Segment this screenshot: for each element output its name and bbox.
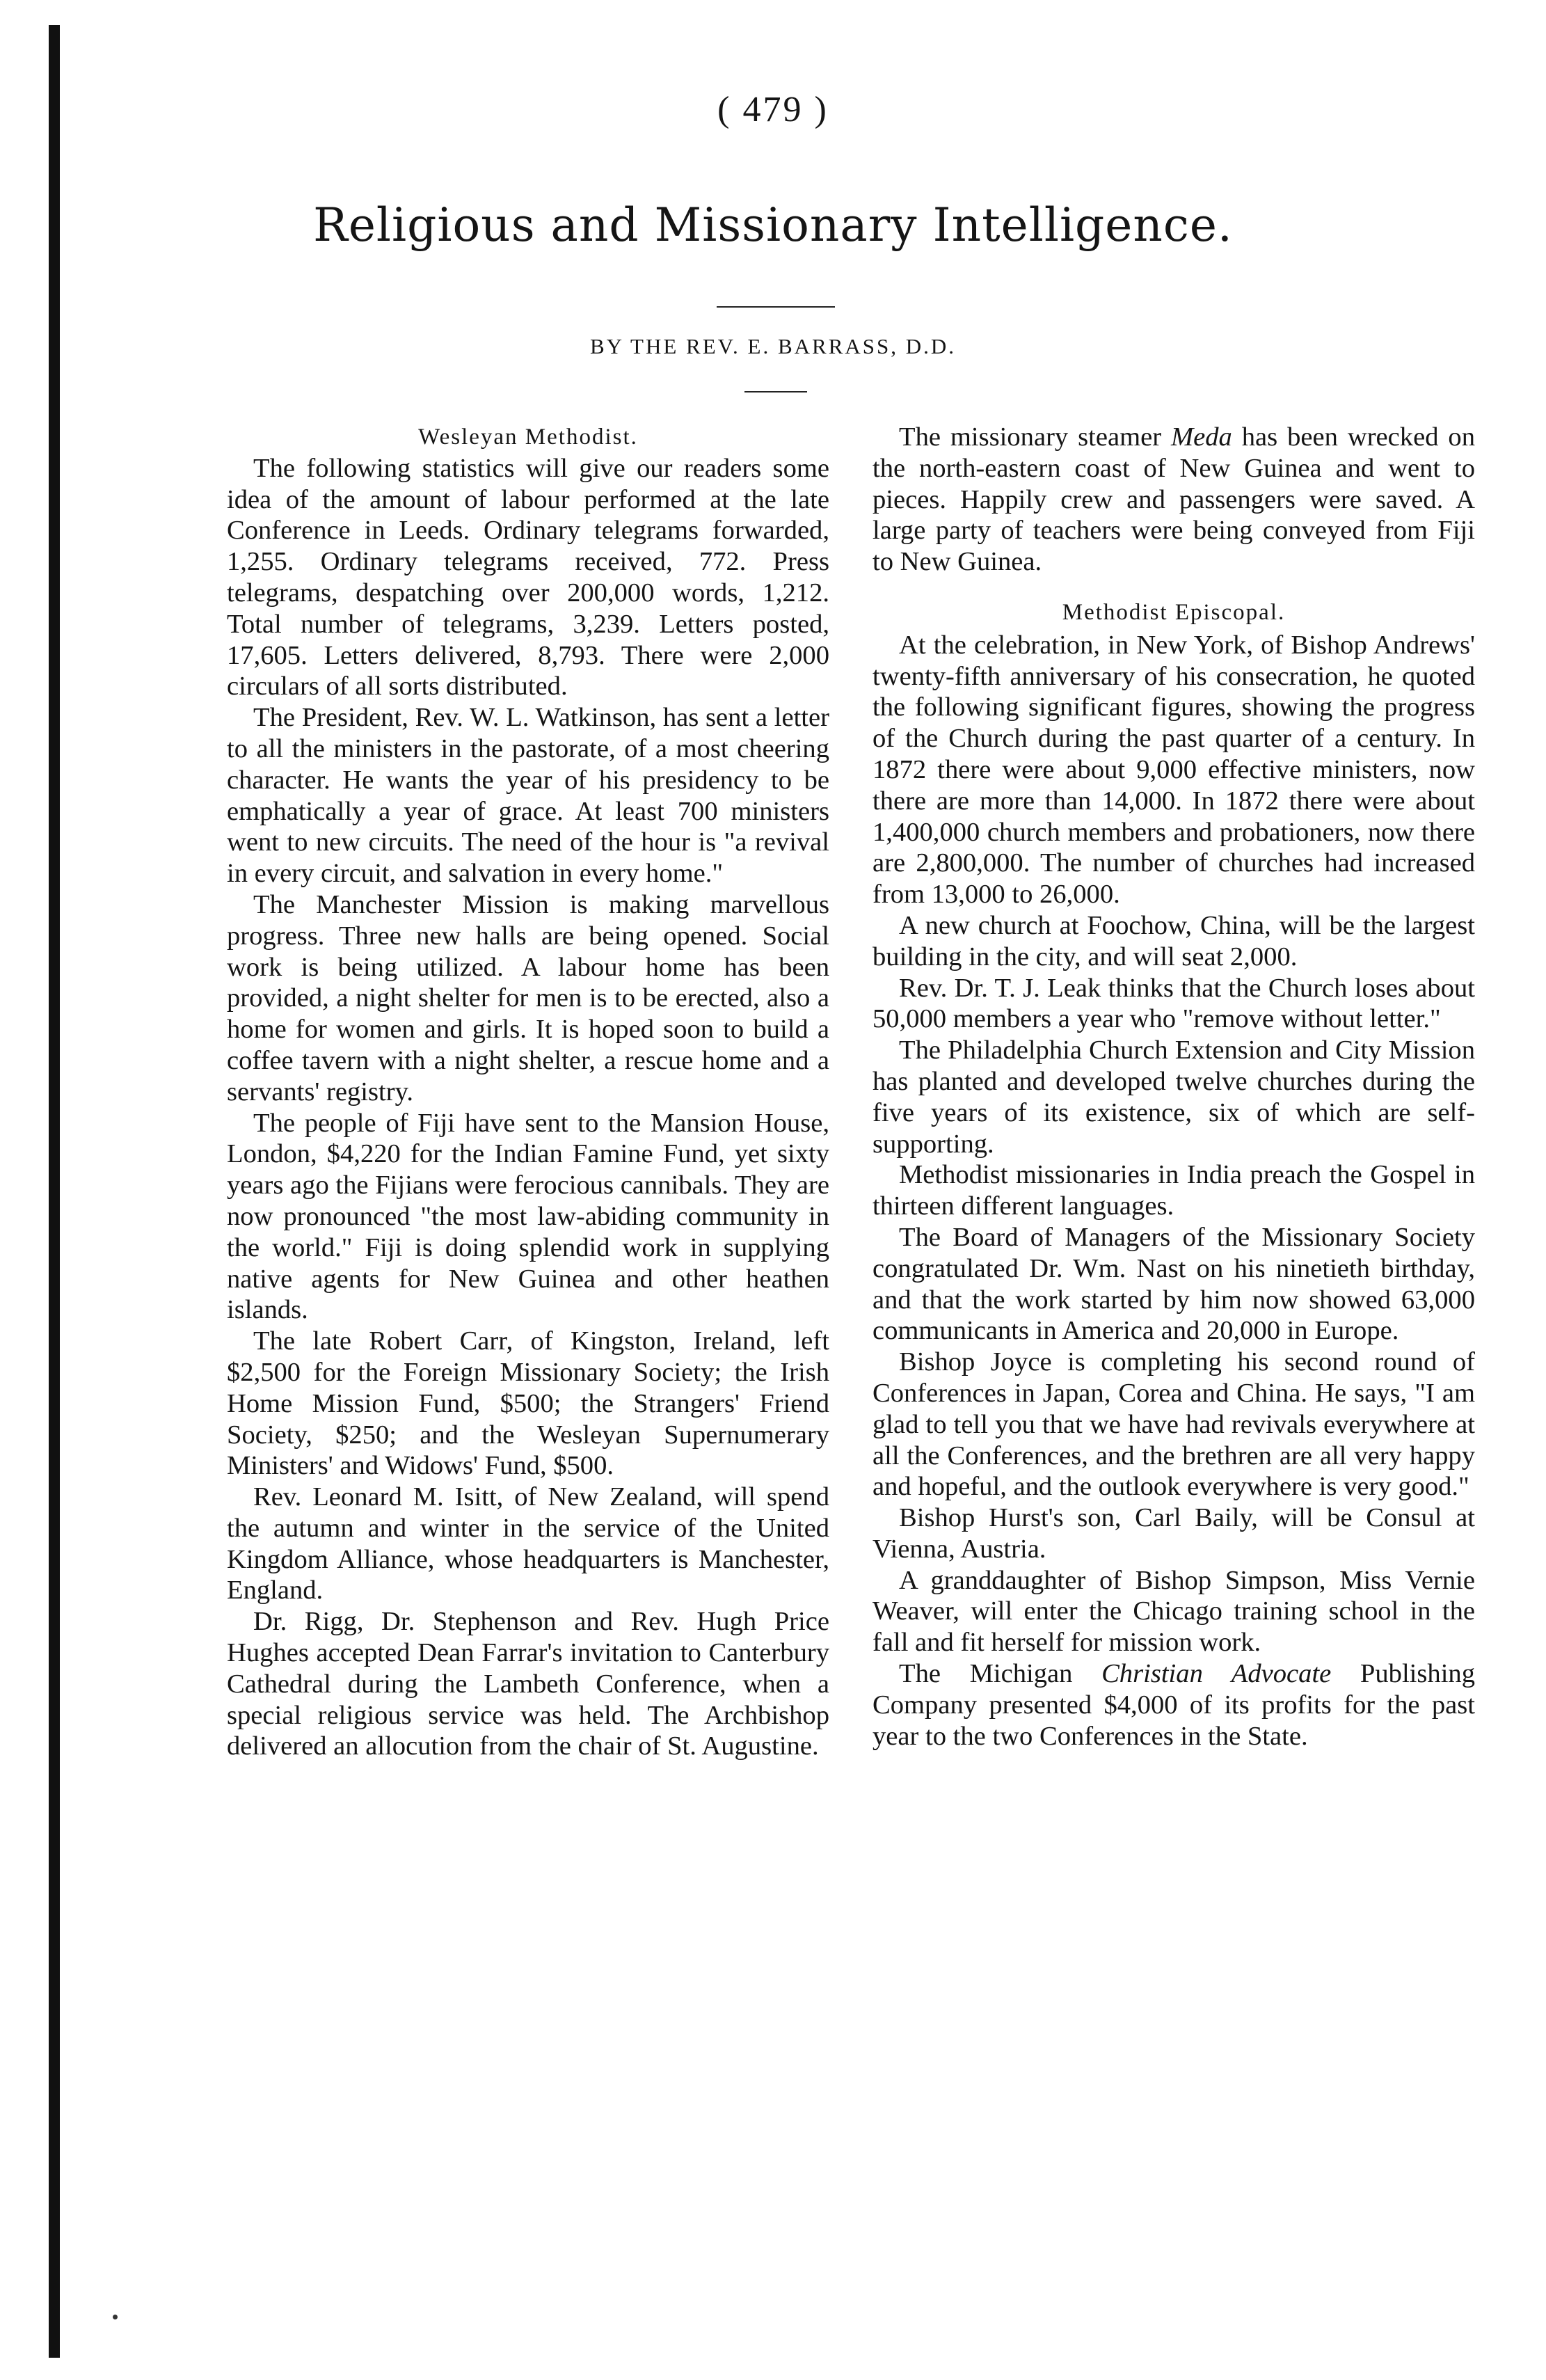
advocate-text-end: Publishing Company presented $4,000 of its profits for the past year to the two Conferences in the State.: [872, 1659, 1476, 1751]
article-robert-carr-bequest: The late Robert Carr, of Kingston, Ireland, left $2,500 for the Foreign Missionary Society; the Irish Home Mission Fund, $500; the Strangers' Friend Society, $250; and the Wesleyan Supernumerary Ministers' and Widows' Fund, $500.: [227, 1326, 829, 1481]
article-philadelphia: The Philadelphia Church Extension and City Mission has planted and developed twelve churches during the five years of its existence, six of which are self-supporting.: [872, 1036, 1475, 1159]
page-edge-bar: [49, 25, 60, 2358]
article-bishop-joyce: Bishop Joyce is completing his second round of Conferences in Japan, Corea and China. He says, "I am glad to tell you that we have had revivals everywhere at all the Conferences, and the brethren are all very happy and hopeful, and the outlook everywhere is very good.": [872, 1347, 1475, 1502]
article-nast: The Board of Managers of the Missionary Society congratulated Dr. Wm. Nast on his ninetieth birthday, and that the work started by him now showed 63,000 communicants in America and 20,000 in Europe.: [872, 1222, 1475, 1346]
article-fiji: The people of Fiji have sent to the Mansion House, London, $4,220 for the Indian Famine Fund, yet sixty years ago the Fijians were ferocious cannibals. They are now pronounced "the most law-abiding community in the world." Fiji is doing splendid work in supplying native agents for New Guinea and other heathen islands.: [227, 1108, 829, 1325]
advocate-text-start: The Michigan: [899, 1659, 1102, 1689]
advocate-title: Christian Advocate: [1101, 1659, 1332, 1689]
page-number: ( 479 ): [717, 90, 829, 129]
article-michigan-advocate: [872, 1658, 1475, 1752]
margin-mark: [113, 2315, 118, 2319]
article-canterbury: Dr. Rigg, Dr. Stephenson and Rev. Hugh Price Hughes accepted Dean Farrar's invitation to Canterbury Cathedral during the Lambeth Conference, when a special religious service was held. The Archbishop delivered an allocution from the chair of St. Augustine.: [227, 1607, 829, 1761]
page-title: Religious and Missionary Intelligence.: [313, 198, 1233, 252]
section-heading-wesleyan: Wesleyan Methodist.: [418, 425, 638, 450]
left-column: [227, 422, 829, 1762]
article-foochow: A new church at Foochow, China, will be the largest building in the city, and will seat 2,000.: [872, 910, 1475, 971]
article-bishop-hurst: Bishop Hurst's son, Carl Baily, will be Consul at Vienna, Austria.: [872, 1503, 1475, 1564]
section-heading-methodist-episcopal: Methodist Episcopal.: [1062, 599, 1286, 625]
steamer-text-start: The missionary steamer: [899, 422, 1171, 452]
title-rule: [717, 306, 835, 308]
article-president-letter: The President, Rev. W. L. Watkinson, has sent a letter to all the ministers in the pastorate, of a most cheering character. He wants the year of his presidency to be emphatically a year of grace. At least 700 ministers went to new circuits. The need of the hour is "a revival in every circuit, and salvation in every home.": [227, 703, 829, 889]
right-column: [872, 422, 1475, 1752]
byline: BY THE REV. E. BARRASS, D.D.: [589, 334, 957, 358]
article-isitt: Rev. Leonard M. Isitt, of New Zealand, will spend the autumn and winter in the service of the United Kingdom Alliance, whose headquarters is Manchester, England.: [227, 1482, 829, 1605]
article-manchester-mission: The Manchester Mission is making marvellous progress. Three new halls are being opened. Social work is being utilized. A labour home has been provided, a night shelter for men is to be erected, also a home for women and girls. It is hoped soon to build a coffee tavern with a night shelter, a rescue home and a servants' registry.: [227, 889, 829, 1106]
article-steamer-meda: [872, 422, 1475, 578]
article-vernie-weaver: A granddaughter of Bishop Simpson, Miss Vernie Weaver, will enter the Chicago training school in the fall and fit herself for mission work.: [872, 1565, 1475, 1658]
steamer-text-end: has been wrecked on the north-eastern coast of New Guinea and went to pieces. Happily crew and passengers were saved. A large party of teachers were being conveyed from Fiji to New Guinea.: [872, 422, 1476, 577]
article-conference-statistics: The following statistics will give our readers some idea of the amount of labour performed at the late Conference in Leeds. Ordinary telegrams forwarded, 1,255. Ordinary telegrams received, 772. Press telegrams, despatching over 200,000 words, 1,212. Total number of telegrams, 3,239. Letters posted, 17,605. Letters delivered, 8,793. There were 2,000 circulars of all sorts distributed.: [227, 453, 829, 701]
article-india: Methodist missionaries in India preach the Gospel in thirteen different languages.: [872, 1160, 1475, 1221]
byline-rule: [744, 391, 807, 392]
article-leak: Rev. Dr. T. J. Leak thinks that the Church loses about 50,000 members a year who "remove without letter.": [872, 973, 1475, 1034]
article-bishop-andrews: At the celebration, in New York, of Bishop Andrews' twenty-fifth anniversary of his consecration, he quoted the following significant figures, showing the progress of the Church during the past quarter of a century. In 1872 there were about 9,000 effective ministers, now there are more than 14,000. In 1872 there were about 1,400,000 church members and probationers, now there are 2,800,000. The number of churches had increased from 13,000 to 26,000.: [872, 630, 1475, 910]
ship-name: Meda: [1171, 422, 1232, 452]
